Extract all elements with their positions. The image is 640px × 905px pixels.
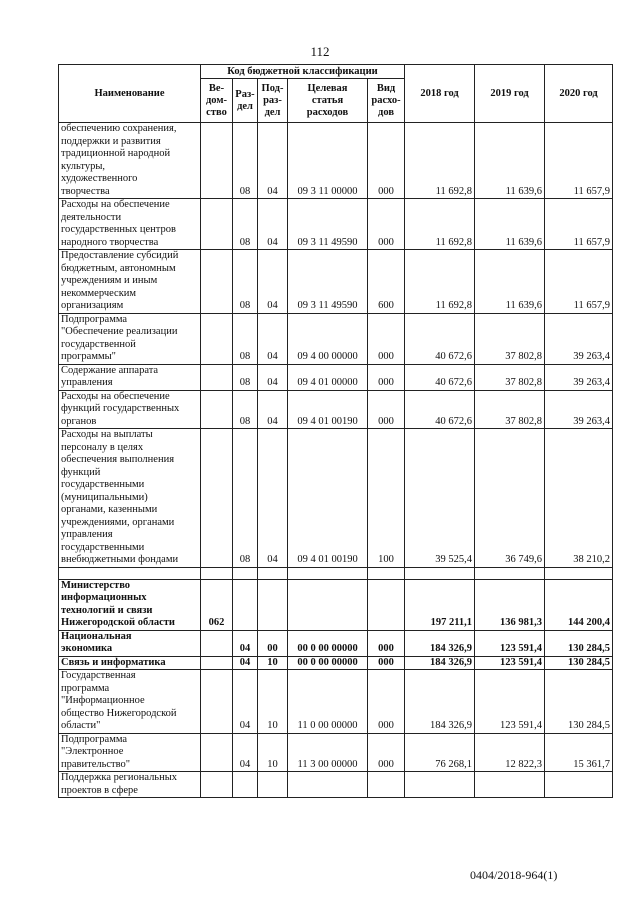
row-value-2018: 40 672,6: [405, 313, 475, 364]
row-vid: 000: [368, 199, 405, 250]
header-podrazdel: Под- раз- дел: [258, 79, 288, 123]
row-vid: [368, 772, 405, 798]
row-statya: 09 4 01 00190: [288, 429, 368, 568]
row-value-2020: 11 657,9: [545, 123, 613, 199]
row-vid: 100: [368, 429, 405, 568]
row-vid: 000: [368, 123, 405, 199]
table-row: [59, 313, 613, 364]
row-value-2019: 11 639,6: [475, 199, 545, 250]
row-vid: 000: [368, 313, 405, 364]
row-value-2020: 11 657,9: [545, 199, 613, 250]
row-vedomstvo: [201, 250, 233, 314]
header-2018: 2018 год: [405, 65, 475, 123]
row-value-2020: [545, 567, 613, 579]
row-statya: 09 4 01 00000: [288, 364, 368, 390]
row-value-2019: 37 802,8: [475, 390, 545, 429]
header-razdel: Раз- дел: [233, 79, 258, 123]
row-vedomstvo: [201, 199, 233, 250]
row-statya: 09 3 11 00000: [288, 123, 368, 199]
row-value-2020: [545, 772, 613, 798]
row-statya: [288, 567, 368, 579]
row-vedomstvo: [201, 313, 233, 364]
row-podrazdel: [258, 567, 288, 579]
row-statya: 11 3 00 00000: [288, 733, 368, 772]
page-number: 112: [310, 44, 330, 59]
row-vid: [368, 579, 405, 630]
row-value-2020: 144 200,4: [545, 579, 613, 630]
header-vid: Вид расхо- дов: [368, 79, 405, 123]
row-vid: [368, 567, 405, 579]
row-razdel: 08: [233, 123, 258, 199]
row-value-2020: 38 210,2: [545, 429, 613, 568]
row-razdel: 08: [233, 313, 258, 364]
table-row: [59, 733, 613, 772]
row-name: Подпрограмма "Обеспечение реализации государственной программы": [59, 313, 201, 364]
row-value-2020: 39 263,4: [545, 364, 613, 390]
row-vedomstvo: [201, 390, 233, 429]
row-podrazdel: 04: [258, 250, 288, 314]
row-value-2018: [405, 567, 475, 579]
row-podrazdel: 10: [258, 670, 288, 734]
row-vid: 600: [368, 250, 405, 314]
row-razdel: 08: [233, 199, 258, 250]
row-value-2018: 39 525,4: [405, 429, 475, 568]
row-podrazdel: 04: [258, 390, 288, 429]
row-name: Государственная программа "Информационное общество Нижегородской области": [59, 670, 201, 734]
document-code: 0404/2018-964(1): [470, 868, 558, 882]
row-podrazdel: 04: [258, 199, 288, 250]
row-statya: 09 4 00 00000: [288, 313, 368, 364]
budget-table: [58, 64, 613, 798]
row-value-2020: 39 263,4: [545, 313, 613, 364]
header-vedomstvo: Ве- дом- ство: [201, 79, 233, 123]
row-vedomstvo: [201, 733, 233, 772]
row-value-2019: 123 591,4: [475, 656, 545, 670]
row-vid: 000: [368, 656, 405, 670]
row-name: Министерство информационных технологий и связи Нижегородской области: [59, 579, 201, 630]
row-statya: [288, 772, 368, 798]
row-name: Связь и информатика: [59, 656, 201, 670]
row-razdel: 04: [233, 670, 258, 734]
row-value-2020: 130 284,5: [545, 670, 613, 734]
row-razdel: 04: [233, 630, 258, 656]
row-razdel: [233, 567, 258, 579]
table-row: [59, 579, 613, 630]
table-row: [59, 199, 613, 250]
row-statya: 00 0 00 00000: [288, 630, 368, 656]
row-value-2020: 130 284,5: [545, 656, 613, 670]
row-value-2018: 184 326,9: [405, 670, 475, 734]
row-vid: 000: [368, 390, 405, 429]
row-value-2019: 136 981,3: [475, 579, 545, 630]
row-razdel: [233, 772, 258, 798]
row-razdel: 04: [233, 733, 258, 772]
row-value-2018: 11 692,8: [405, 123, 475, 199]
row-value-2018: 184 326,9: [405, 656, 475, 670]
row-value-2018: 197 211,1: [405, 579, 475, 630]
row-podrazdel: 10: [258, 656, 288, 670]
row-value-2018: 76 268,1: [405, 733, 475, 772]
table-row: [59, 123, 613, 199]
row-statya: 00 0 00 00000: [288, 656, 368, 670]
row-vedomstvo: [201, 364, 233, 390]
row-vid: 000: [368, 630, 405, 656]
row-razdel: 08: [233, 429, 258, 568]
row-statya: 09 4 01 00190: [288, 390, 368, 429]
row-razdel: 08: [233, 364, 258, 390]
row-value-2019: 36 749,6: [475, 429, 545, 568]
row-vedomstvo: [201, 670, 233, 734]
row-razdel: 08: [233, 250, 258, 314]
row-podrazdel: 04: [258, 313, 288, 364]
row-value-2019: [475, 772, 545, 798]
row-podrazdel: 04: [258, 123, 288, 199]
header-statya: Целевая статья расходов: [288, 79, 368, 123]
row-value-2018: 40 672,6: [405, 364, 475, 390]
row-vedomstvo: [201, 567, 233, 579]
row-podrazdel: 04: [258, 429, 288, 568]
row-value-2020: 11 657,9: [545, 250, 613, 314]
row-name: [59, 567, 201, 579]
table-row: [59, 429, 613, 568]
row-value-2018: 11 692,8: [405, 199, 475, 250]
row-podrazdel: 00: [258, 630, 288, 656]
row-vedomstvo: [201, 630, 233, 656]
row-vid: 000: [368, 733, 405, 772]
row-value-2018: 40 672,6: [405, 390, 475, 429]
row-name: Подпрограмма "Электронное правительство": [59, 733, 201, 772]
table-row: [59, 250, 613, 314]
row-value-2018: 11 692,8: [405, 250, 475, 314]
row-vedomstvo: 062: [201, 579, 233, 630]
row-statya: 09 3 11 49590: [288, 199, 368, 250]
table-row: [59, 364, 613, 390]
row-value-2019: 12 822,3: [475, 733, 545, 772]
row-name: Расходы на обеспечение функций государственных органов: [59, 390, 201, 429]
header-2020: 2020 год: [545, 65, 613, 123]
row-razdel: [233, 579, 258, 630]
row-razdel: 08: [233, 390, 258, 429]
row-value-2018: [405, 772, 475, 798]
row-name: Расходы на выплаты персоналу в целях обеспечения выполнения функций государственными (муниципальными) органами, казенными учреждениями, органами управления государственными внебюджетными фондами: [59, 429, 201, 568]
row-name: Поддержка региональных проектов в сфере: [59, 772, 201, 798]
table-row: [59, 630, 613, 656]
row-podrazdel: 04: [258, 364, 288, 390]
row-vedomstvo: [201, 656, 233, 670]
row-value-2019: 37 802,8: [475, 364, 545, 390]
row-podrazdel: 10: [258, 733, 288, 772]
row-podrazdel: [258, 579, 288, 630]
row-value-2019: 123 591,4: [475, 630, 545, 656]
row-statya: [288, 579, 368, 630]
row-name: Содержание аппарата управления: [59, 364, 201, 390]
row-name: обеспечению сохранения, поддержки и развития традиционной народной культуры, художественного творчества: [59, 123, 201, 199]
row-vedomstvo: [201, 123, 233, 199]
row-name: Предоставление субсидий бюджетным, автономным учреждениям и иным некоммерческим организациям: [59, 250, 201, 314]
row-value-2019: [475, 567, 545, 579]
header-2019: 2019 год: [475, 65, 545, 123]
table-row: [59, 772, 613, 798]
header-name: Наименование: [59, 65, 201, 123]
row-razdel: 04: [233, 656, 258, 670]
row-value-2020: 15 361,7: [545, 733, 613, 772]
row-value-2019: 37 802,8: [475, 313, 545, 364]
row-name: Национальная экономика: [59, 630, 201, 656]
row-value-2020: 39 263,4: [545, 390, 613, 429]
row-podrazdel: [258, 772, 288, 798]
table-row: [59, 656, 613, 670]
header-group: Код бюджетной классификации: [201, 65, 405, 79]
row-vedomstvo: [201, 429, 233, 568]
row-vid: 000: [368, 670, 405, 734]
table-row: [59, 567, 613, 579]
row-value-2020: 130 284,5: [545, 630, 613, 656]
row-statya: 09 3 11 49590: [288, 250, 368, 314]
row-value-2018: 184 326,9: [405, 630, 475, 656]
row-statya: 11 0 00 00000: [288, 670, 368, 734]
row-vid: 000: [368, 364, 405, 390]
row-value-2019: 123 591,4: [475, 670, 545, 734]
row-name: Расходы на обеспечение деятельности государственных центров народного творчества: [59, 199, 201, 250]
row-value-2019: 11 639,6: [475, 123, 545, 199]
row-vedomstvo: [201, 772, 233, 798]
table-row: [59, 670, 613, 734]
row-value-2019: 11 639,6: [475, 250, 545, 314]
table-row: [59, 390, 613, 429]
